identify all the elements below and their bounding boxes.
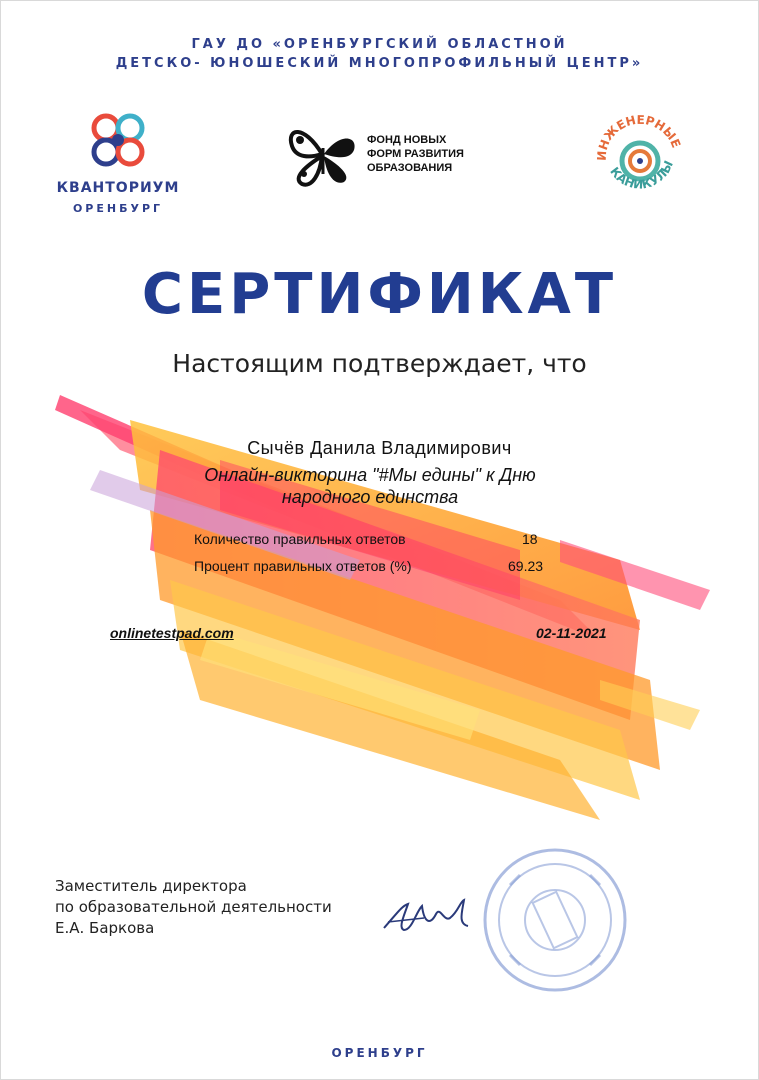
signatory-line-2: по образовательной деятельности [55,898,332,916]
kvantorium-city-label: ОРЕНБУРГ [72,202,164,215]
official-stamp [480,845,630,995]
fund-line-2: ФОРМ РАЗВИТИЯ [367,148,464,160]
percent-answers-label: Процент правильных ответов (%) [194,558,412,574]
fund-line-3: ОБРАЗОВАНИЯ [367,162,453,174]
fund-line-1: ФОНД НОВЫХ [367,134,447,146]
correct-answers-label: Количество правильных ответов [194,531,406,547]
kvantorium-icon [86,108,150,172]
org-name-line-2: ДЕТСКО- ЮНОШЕСКИЙ МНОГОПРОФИЛЬНЫЙ ЦЕНТР» [115,56,644,71]
site-link[interactable]: onlinetestpad.com [110,625,234,641]
org-name-line-1: ГАУ ДО «ОРЕНБУРГСКИЙ ОБЛАСТНОЙ [191,37,568,52]
recipient-name: Сычёв Данила Владимирович [247,438,512,458]
handwritten-signature [378,892,478,942]
percent-answers-value: 69.23 [508,558,544,574]
quiz-title-line-1: Онлайн-викторина "#Мы едины" к Дню [204,465,536,485]
correct-answers-value: 18 [522,531,538,547]
quiz-title-line-2: народного единства [281,487,459,507]
quiz-title [160,464,580,508]
signatory-line-3: Е.А. Баркова [55,919,155,937]
signatory-block [55,876,332,939]
footer-city: ОРЕНБУРГ [331,1046,428,1060]
signatory-line-1: Заместитель директора [55,877,247,895]
issue-date: 02-11-2021 [536,625,607,641]
fund-logo-text [367,133,464,175]
engineering-label-top: ИНЖЕНЕРНЫЕ [594,115,684,162]
certificate-title: СЕРТИФИКАТ [141,262,618,327]
engineering-holidays-logo [592,115,688,199]
svg-text:ИНЖЕНЕРНЫЕ [595,115,684,161]
engineering-label-bottom: КАНИКУЛЫ [607,158,676,192]
fund-butterfly-icon [284,118,362,190]
kvantorium-label: КВАНТОРИУМ [56,180,180,196]
confirm-text: Настоящим подтверждает, что [172,349,587,378]
kvantorium-logo [48,108,188,215]
